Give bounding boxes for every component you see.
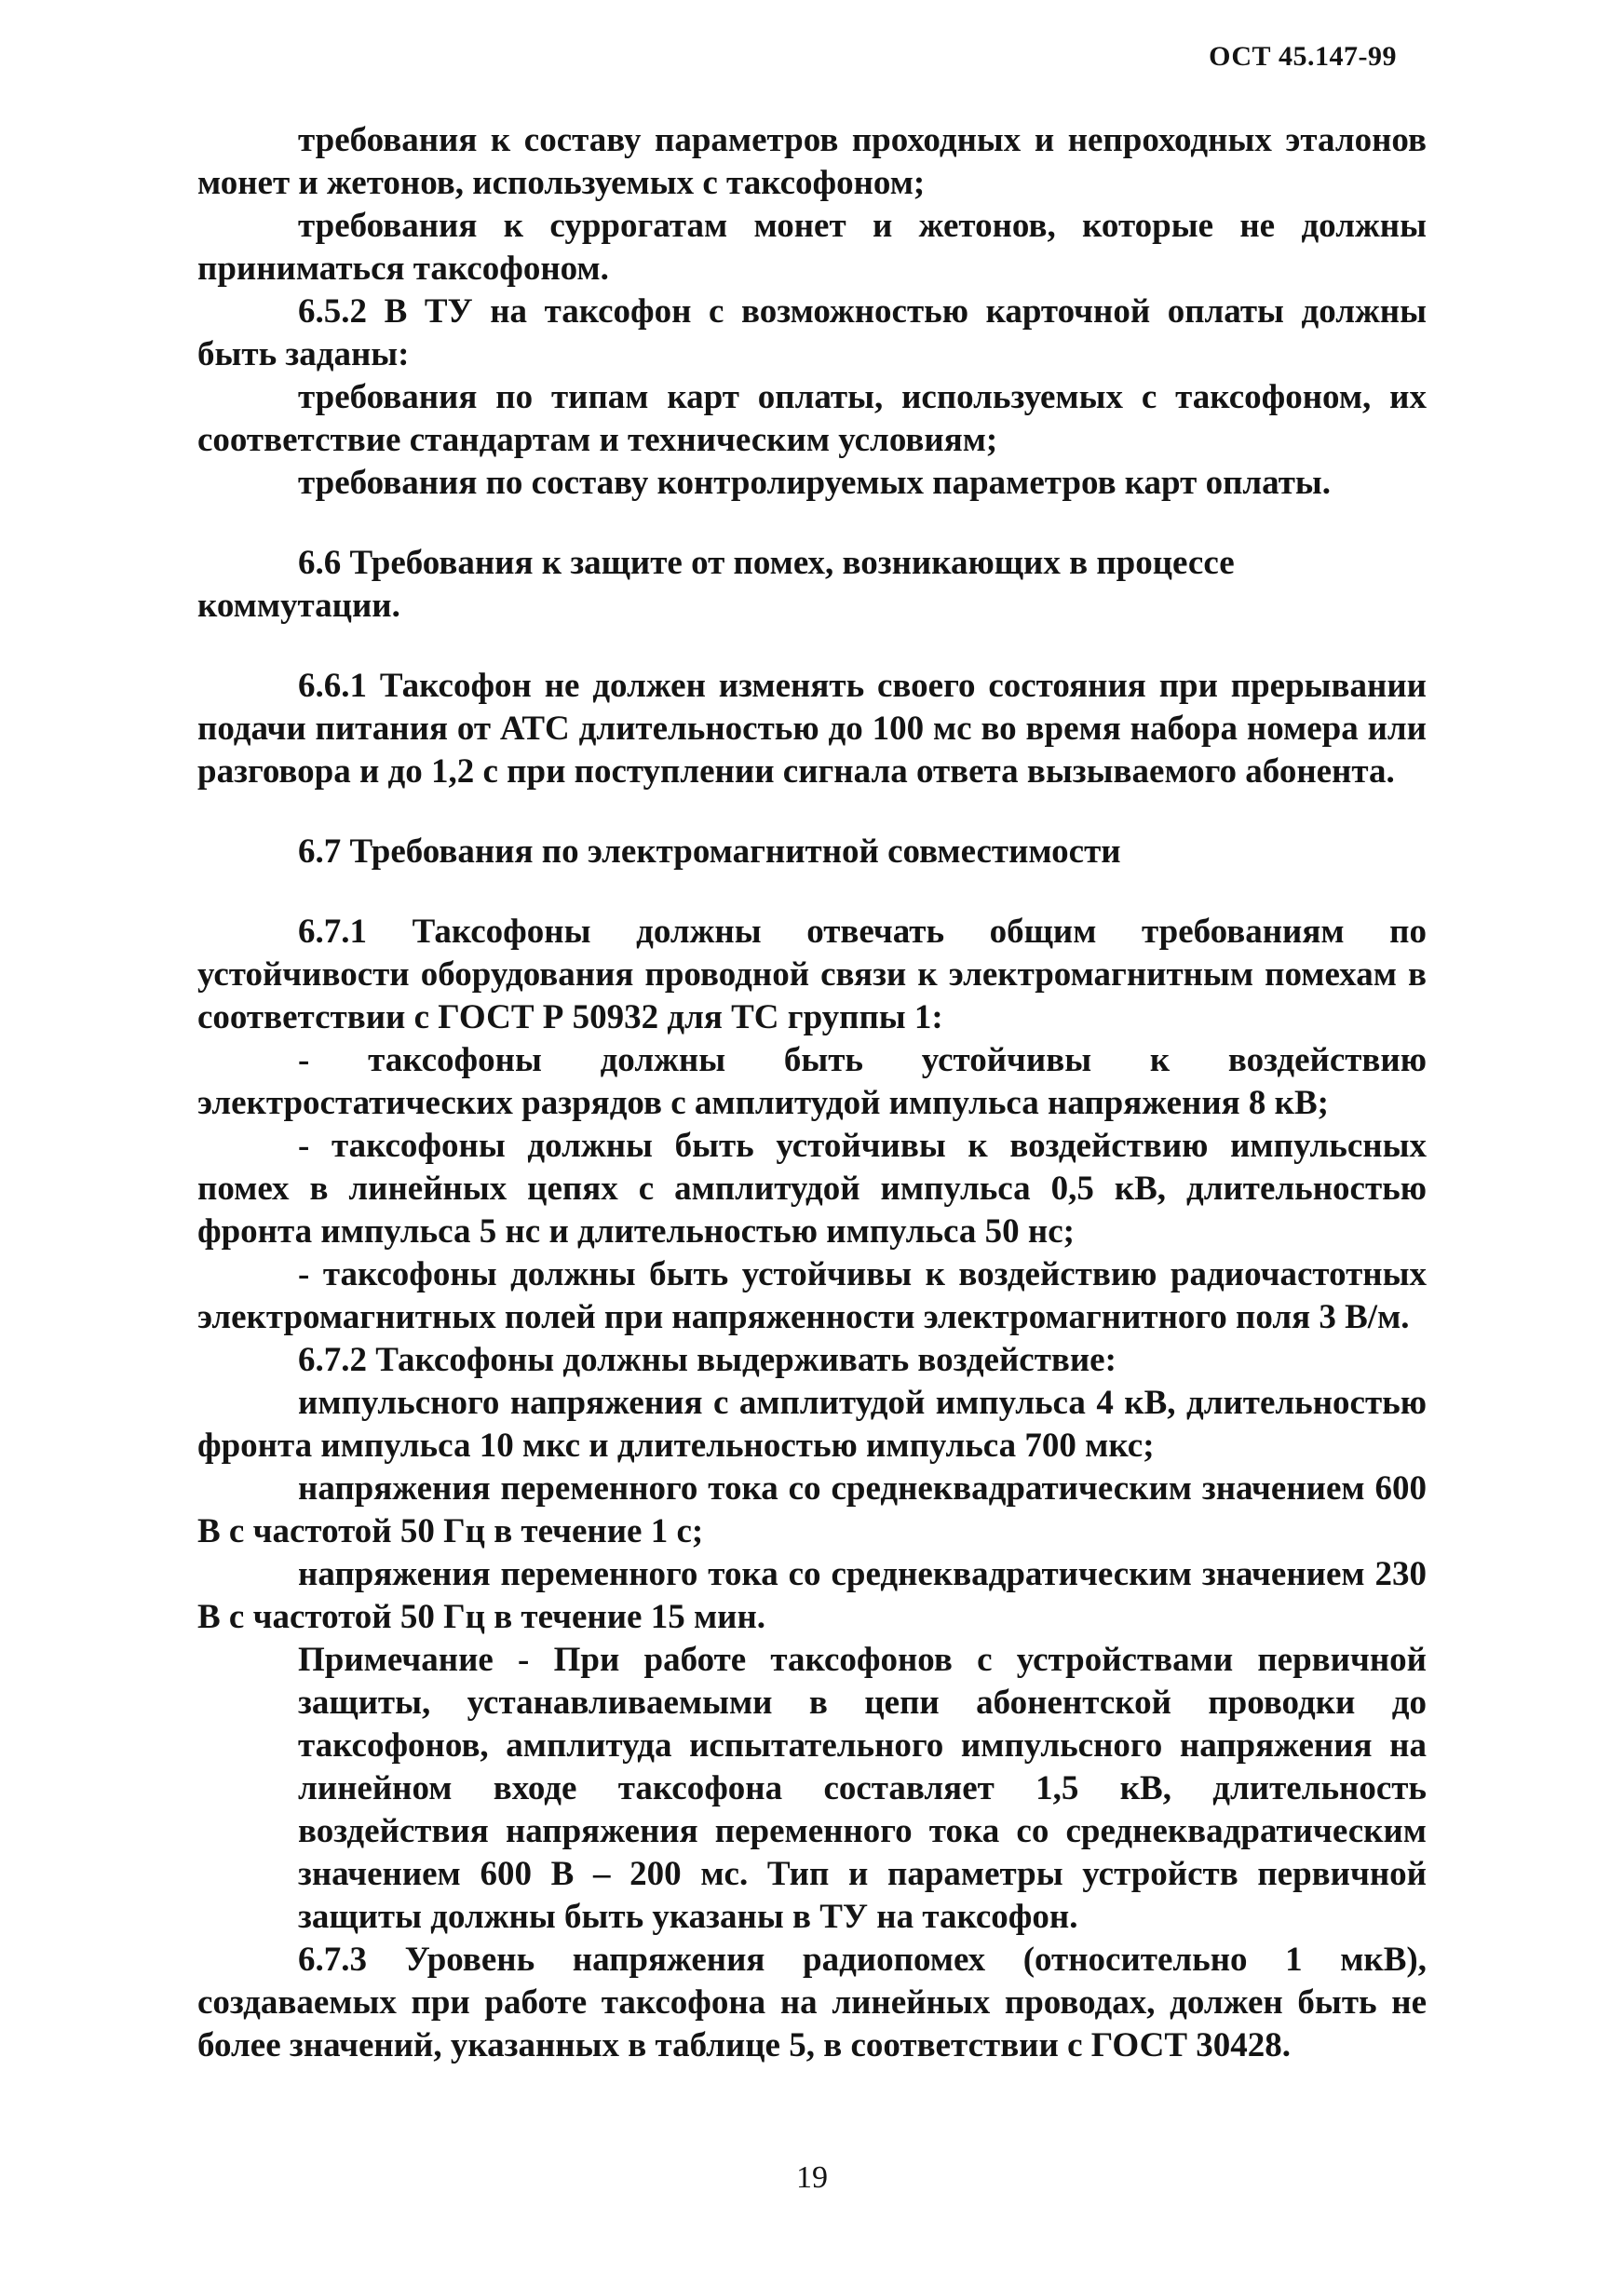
document-code: ОСТ 45.147-99 bbox=[1209, 41, 1397, 72]
paragraph-clause-6-6-1: 6.6.1 Таксофон не должен изменять своего состояния при прерывании подачи питания от АТС длительностью до 100 мс во время набора номера или разговора и до 1,2 с при поступлении сигнала ответа вызываемого абонента. bbox=[197, 667, 1427, 791]
paragraph: требования по типам карт оплаты, используемых с таксофоном, их соответствие стандартам и техническим условиям; bbox=[197, 378, 1427, 459]
list-item: - таксофоны должны быть устойчивы к воздействию импульсных помех в линейных цепях с амплитудой импульса 0,5 кВ, длительностью фронта импульса 5 нс и длительностью импульса 50 нс; bbox=[197, 1127, 1427, 1251]
document-body bbox=[197, 119, 1427, 2067]
list-item: - таксофоны должны быть устойчивы к воздействию радиочастотных электромагнитных полей при напряженности электромагнитного поля 3 В/м. bbox=[197, 1255, 1427, 1336]
paragraph: напряжения переменного тока со среднеквадратическим значением 230 В с частотой 50 Гц в течение 15 мин. bbox=[197, 1555, 1427, 1636]
paragraph: требования к составу параметров проходных и непроходных эталонов монет и жетонов, используемых с таксофоном; bbox=[197, 121, 1427, 202]
section-heading-6-6: 6.6 Требования к защите от помех, возникающих в процессе коммутации. bbox=[197, 544, 1235, 625]
paragraph: импульсного напряжения с амплитудой импульса 4 кВ, длительностью фронта импульса 10 мкс и длительностью импульса 700 мкс; bbox=[197, 1384, 1427, 1465]
paragraph-clause-6-5-2: 6.5.2 В ТУ на таксофон с возможностью карточной оплаты должны быть заданы: bbox=[197, 292, 1427, 373]
paragraph-clause-6-7-3: 6.7.3 Уровень напряжения радиопомех (относительно 1 мкВ), создаваемых при работе таксофона на линейных проводах, должен быть не более значений, указанных в таблице 5, в соответствии с ГОСТ 30428. bbox=[197, 1941, 1427, 2064]
paragraph: напряжения переменного тока со среднеквадратическим значением 600 В с частотой 50 Гц в течение 1 с; bbox=[197, 1469, 1427, 1550]
paragraph-clause-6-7-2: 6.7.2 Таксофоны должны выдерживать воздействие: bbox=[298, 1341, 1116, 1379]
paragraph-clause-6-7-1: 6.7.1 Таксофоны должны отвечать общим требованиям по устойчивости оборудования проводной связи к электромагнитным помехам в соответствии с ГОСТ Р 50932 для ТС группы 1: bbox=[197, 913, 1427, 1036]
note-paragraph: Примечание - При работе таксофонов с устройствами первичной защиты, устанавливаемыми в цепи абонентской проводки до таксофонов, амплитуда испытательного импульсного напряжения на линейном входе таксофона составляет 1,5 кВ, длительность воздействия напряжения переменного тока со среднеквадратическим значением 600 В – 200 мс. Тип и параметры устройств первичной защиты должны быть указаны в ТУ на таксофон. bbox=[298, 1641, 1427, 1936]
paragraph: требования к суррогатам монет и жетонов, которые не должны приниматься таксофоном. bbox=[197, 207, 1427, 288]
list-item: - таксофоны должны быть устойчивы к воздействию электростатических разрядов с амплитудой импульса напряжения 8 кВ; bbox=[197, 1041, 1427, 1122]
page-number: 19 bbox=[796, 2160, 828, 2195]
paragraph: требования по составу контролируемых параметров карт оплаты. bbox=[298, 464, 1332, 502]
section-heading-6-7: 6.7 Требования по электромагнитной совместимости bbox=[298, 832, 1121, 871]
